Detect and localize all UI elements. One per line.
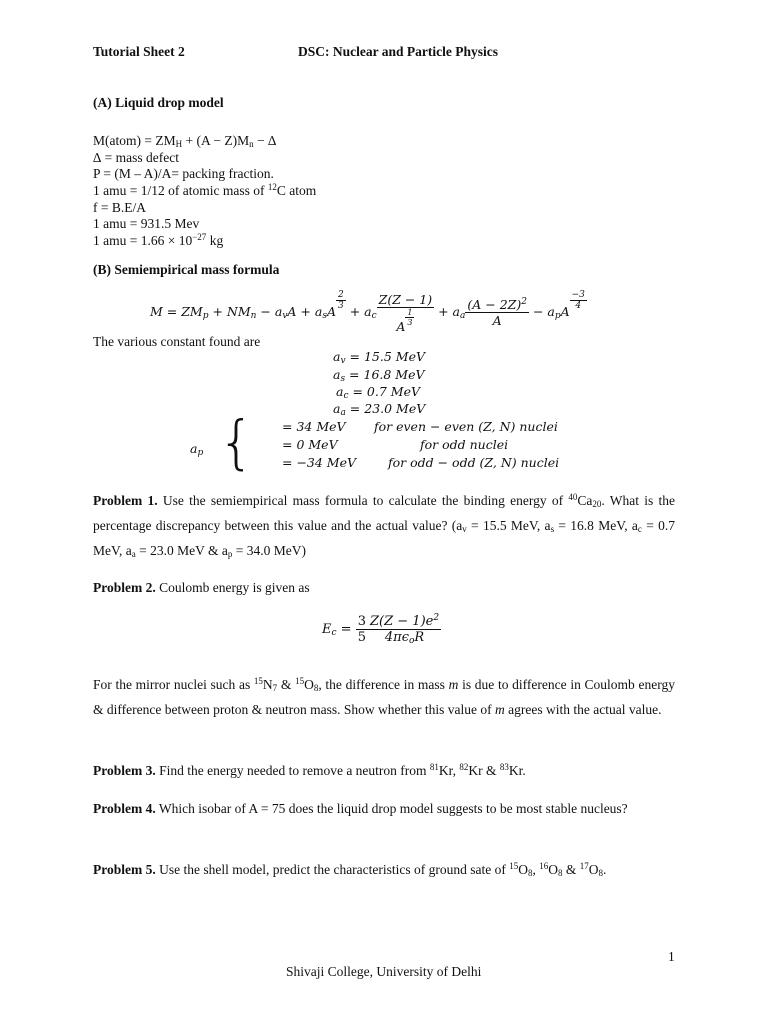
amu-mev-line: 1 amu = 931.5 Mev xyxy=(93,216,200,231)
constant-av: $a_v = 15.5$ MeV xyxy=(333,349,425,366)
atom-mass-equation: M(atom) = $ZM_H + (A - Z)M_n$ − ∆ xyxy=(93,133,277,149)
ap-case-odd-condition: for odd nuclei xyxy=(420,437,509,452)
problem-2-intro: Problem 2. Coulomb energy is given as xyxy=(93,580,310,595)
constant-ac: $a_c = 0.7$ MeV xyxy=(336,384,420,401)
packing-fraction-line: P = (M – A)/A= packing fraction. xyxy=(93,166,274,181)
problem-4: Problem 4. Which isobar of A = 75 does the liquid drop model suggests to be most stable nucleus? xyxy=(93,801,628,816)
constants-intro: The various constant found are xyxy=(93,334,261,349)
ap-case-even-value: = 34 MeV xyxy=(282,419,346,434)
problem-3: Problem 3. Find the energy needed to remove a neutron from $^{81}$Kr, $^{82}$Kr & $^{83}$Kr. xyxy=(93,762,526,778)
section-a-heading: (A) Liquid drop model xyxy=(93,95,224,110)
problem-5: Problem 5. Use the shell model, predict the characteristics of ground sate of $^{15}O_8$, $^{16}O_8$ & $^{17}O_8$. xyxy=(93,861,607,878)
ap-case-odd-value: = 0 MeV xyxy=(282,437,338,452)
ap-cases-brace: { xyxy=(218,408,255,476)
mass-defect-line: ∆ = mass defect xyxy=(93,150,179,165)
constant-aa: $a_a = 23.0$ MeV xyxy=(333,401,426,418)
amu-definition-line: 1 amu = 1/12 of atomic mass of $^{12}$C atom xyxy=(93,182,317,198)
amu-kg-line: 1 amu = $1.66 \times 10^{-27}$ kg xyxy=(93,232,224,248)
ap-case-oddodd-value: = −34 MeV xyxy=(282,455,357,470)
problem-1: Problem 1. Use the semiempirical mass formula to calculate the binding energy of $^{40}Ca_{20}$. What is the percentage discrepancy between this value and the actual value? ($a_v = 15.5$ MeV, $a_s = 16.8$ MeV, $a_c = 0.7$ MeV, $a_a = 23.0$ MeV & $a_p = 34.0$ MeV) xyxy=(93,492,675,559)
ap-case-oddodd-condition: for odd − odd (Z, N) nuclei xyxy=(388,455,560,470)
header-left: Tutorial Sheet 2 xyxy=(93,44,185,59)
section-b-heading: (B) Semiempirical mass formula xyxy=(93,262,280,277)
semiempirical-mass-formula: $M = ZM_p + NM_n - a_vA + a_sA$ $\frac{2}{3}$ + $a_c$ Z(Z − 1) A $\frac{1}{3}$ + $a_a$ $\frac{(A - 2Z)^2}{A}$ − $a_pA$ $\frac{-3}{4}$ xyxy=(150,290,585,334)
ap-case-even-condition: for even − even (Z, N) nuclei xyxy=(374,419,558,434)
problem-2-body: For the mirror nuclei such as $^{15}N_7$ & $^{15}O_8$, the difference in mass m is due to difference in Coulomb energy & difference between proton & neutron mass. Show whether this value of m agrees with the actual value. xyxy=(93,676,675,717)
binding-energy-fraction-line: f = B.E/A xyxy=(93,200,146,215)
coulomb-energy-equation: $E_c$ = $\frac{3}{5}$ $\frac{Z(Z - 1)e^2}{4\pi\epsilon_oR}$ xyxy=(322,613,440,646)
footer-institution: Shivaji College, University of Delhi xyxy=(286,964,482,979)
page-number: 1 xyxy=(668,949,675,964)
constant-ap-label: $a_p$ xyxy=(190,441,204,458)
constant-as: $a_s = 16.8$ MeV xyxy=(333,367,425,384)
header-center: DSC: Nuclear and Particle Physics xyxy=(298,44,498,59)
